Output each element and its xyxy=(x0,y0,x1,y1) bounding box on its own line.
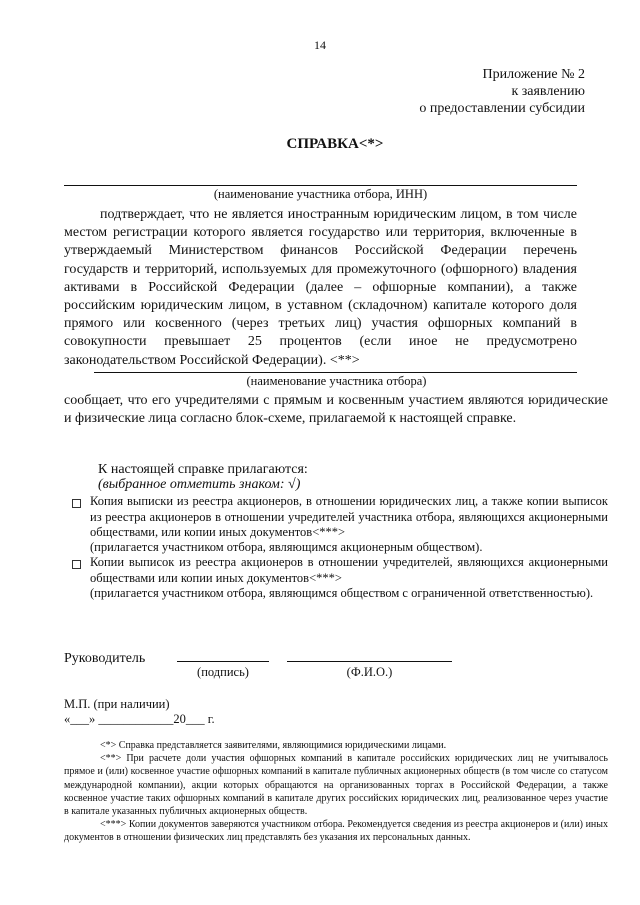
page-number: 14 xyxy=(314,38,326,52)
footnotes xyxy=(64,739,608,845)
signature-caption: (подпись) xyxy=(197,665,249,679)
participant-inn-caption: (наименование участника отбора, ИНН) xyxy=(213,187,428,201)
option-1-text: Копия выписки из реестра акционеров, в отношении юридических лиц, а также копии выписок из реестра акционеров в отношении учредителей участника отбора, являющихся акционерными обществами, или копии иных документов<***> xyxy=(90,494,608,539)
participant-name-caption: (наименование участника отбора) xyxy=(246,374,427,388)
confirmation-paragraph: подтверждает, что не является иностранным юридическим лицом, в том числе местом регистрации которого является государство или территория, включенные в утверждаемый Министерством финансов Российской Федерации перечень государств и территорий, используемых для промежуточного (офшорного) владения активами в Российской Федерации (далее – офшорные компании), а также российским юридическим лицом, в уставном (складочном) капитале которого доля прямого или косвенного (через третьих лиц) участия офшорных компаний в совокупности превышает 25 процентов (если иное не предусмотрено законодательством Российской Федерации). <**> xyxy=(64,207,577,368)
stamp-label: М.П. (при наличии) xyxy=(64,697,170,711)
option-2-note: (прилагается участником отбора, являющимся обществом с ограниченной ответственностью). xyxy=(90,586,594,600)
footnote-1: <*> Справка представляется заявителями, являющимися юридическими лицами. xyxy=(100,740,447,751)
participant-name-line[interactable] xyxy=(94,372,577,373)
option-1-note: (прилагается участником отбора, являющимся акционерным обществом). xyxy=(90,540,483,554)
footnote-2: <**> При расчете доли участия офшорных компаний в капитале российских юридических лиц не учитывалось прямое и (или) косвенное участие офшорных компаний в капитале публичных акционерных обществ (в том числе со статусом международной компании), акции которых обращаются на организованных торгах в Российской Федерации, а также косвенное участие таких офшорных компаний в капитале других российских юридических лиц, реализованное через участие в капитале указанных публичных акционерных обществ. xyxy=(64,753,608,818)
founders-paragraph: сообщает, что его учредителями с прямым и косвенным участием являются юридические и физические лица согласно блок-схеме, прилагаемой к настоящей справке. xyxy=(64,393,608,427)
document-title: СПРАВКА<*> xyxy=(286,136,384,152)
attachments-note: (выбранное отметить знаком: √) xyxy=(98,477,301,492)
appendix-line-3: о предоставлении субсидии xyxy=(419,101,585,116)
appendix-line-1: Приложение № 2 xyxy=(482,67,585,82)
appendix-line-2: к заявлению xyxy=(511,84,585,99)
option-2-text: Копии выписок из реестра акционеров в отношении учредителей, являющихся акционерными обществами или копии иных документов<***> xyxy=(90,555,608,585)
head-label: Руководитель xyxy=(64,651,146,666)
option-1-checkbox[interactable] xyxy=(72,499,81,508)
option-2-checkbox[interactable] xyxy=(72,560,81,569)
appendix-header xyxy=(419,66,585,117)
full-name-caption: (Ф.И.О.) xyxy=(346,665,393,679)
date-line[interactable]: «___» ____________20___ г. xyxy=(64,712,215,726)
signature-line[interactable] xyxy=(177,661,269,662)
attachments-heading: К настоящей справке прилагаются: xyxy=(98,462,308,477)
participant-inn-line[interactable] xyxy=(64,185,577,186)
footnote-3: <***> Копии документов заверяются участником отбора. Рекомендуется сведения из реестра акционеров и (или) иных документов в отношении физических лиц представлять без указания их персональных данных. xyxy=(64,819,608,844)
full-name-line[interactable] xyxy=(287,661,452,662)
